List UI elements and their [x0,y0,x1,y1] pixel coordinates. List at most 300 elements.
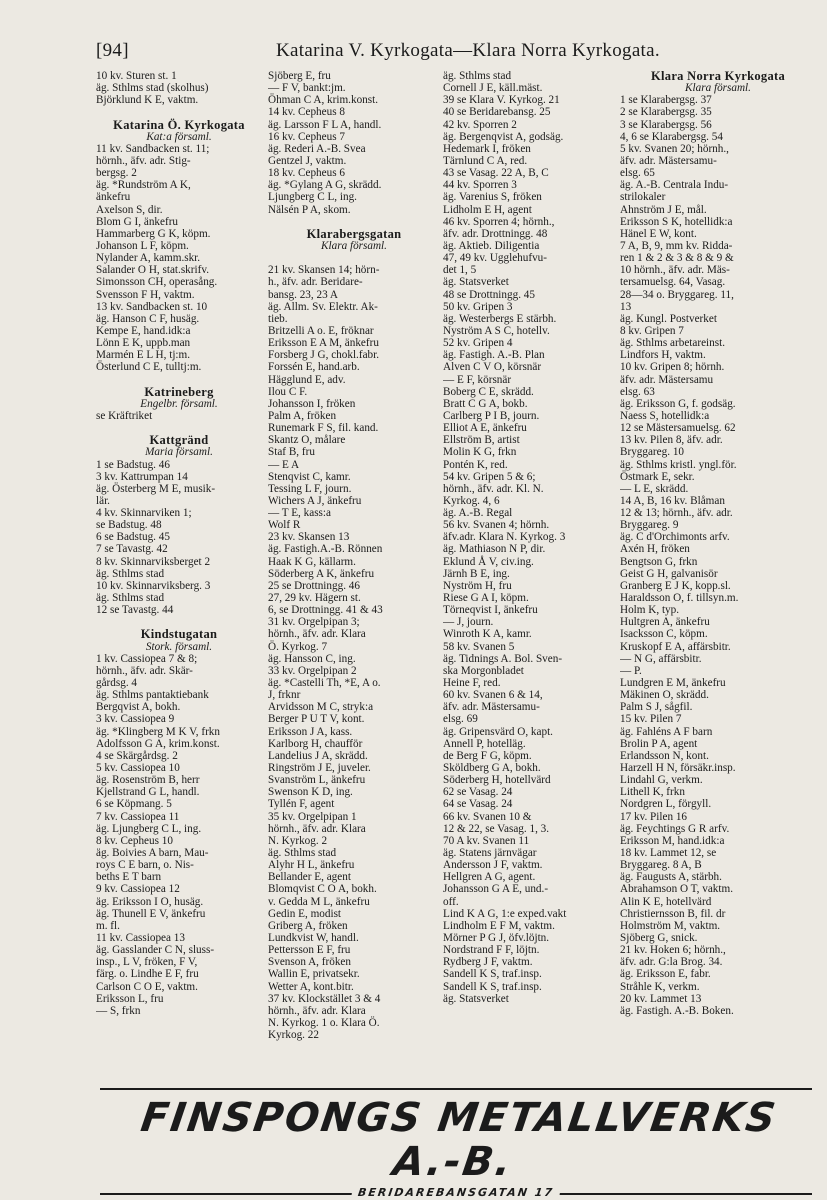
directory-entry: äg. Rosenström B, herr [96,774,200,787]
directory-entry: 6 se Köpmang. 5 [96,798,172,811]
directory-entry: Bengtson G, frkn [620,555,698,568]
advertisement [100,1088,812,1200]
directory-entry: Bratt C G A, bokb. [443,397,528,410]
directory-entry: 1 kv. Cassiopea 7 & 8; [96,652,198,665]
directory-entry: Granberg E J K, kopp.sl. [620,579,731,592]
street-heading: Klara Norra Kyrkogata [650,70,786,83]
directory-entry: Tessing L F, journ. [268,482,352,495]
directory-entry: Sandell K S, traf.insp. [443,980,542,993]
directory-entry: hörnh., äfv. adr. Stig- [96,154,191,167]
directory-entry: Staf B, fru [268,446,315,459]
column-2 [268,70,440,1041]
directory-entry: ska Morgonbladet [443,664,524,677]
directory-entry: Geist G H, galvanisör [620,567,718,580]
directory-entry: 11 kv. Cassiopea 13 [96,931,185,944]
blank-line [96,106,262,118]
directory-entry: 40 se Beridarebansg. 25 [443,106,551,119]
directory-entry: 66 kv. Svanen 10 & [443,810,532,823]
directory-entry: Bryggareg. 9 [620,519,679,532]
directory-entry: Ö. Kyrkog. 7 [268,640,328,653]
directory-entry: äfv. adr. G:la Brog. 34. [620,956,723,969]
directory-entry: Pontén K, red. [443,458,508,471]
directory-entry: 6, se Drottningg. 41 & 43 [268,604,383,617]
directory-entry: äg. Gripensvärd O, kapt. [443,725,553,738]
directory-entry: Simonsson CH, operasång. [96,276,218,289]
directory-entry: Bryggareg. 8 A, B [620,859,702,872]
directory-entry: 23 kv. Skansen 13 [268,531,350,544]
directory-entry: Karlborg H, chaufför [268,737,363,750]
directory-entry: 14 kv. Cepheus 8 [268,106,345,119]
directory-entry: Eklund Å V, civ.ing. [443,555,534,568]
directory-entry: Tyllén F, agent [268,798,335,811]
street-heading: Klarabergsgatan [306,226,402,241]
directory-entry: Harzell H N, försäkr.insp. [620,762,736,775]
street-heading: Katarina Ö. Kyrkogata [113,117,245,132]
directory-entry: 1 se Badstug. 46 [96,458,170,471]
directory-entry: äg. Aktieb. Diligentia [443,239,540,252]
directory-entry: se Badstug. 48 [96,519,162,532]
directory-entry: 56 kv. Svanen 4; hörnh. [443,519,550,532]
directory-entry: Carlson C O E, vaktm. [96,980,198,993]
directory-entry: 6 se Badstug. 45 [96,531,170,544]
street-heading: Kattgränd [149,433,209,448]
directory-entry: Wolf R [268,519,301,532]
directory-entry: äg. Fastigh.A.-B. Rönnen [268,543,383,556]
directory-entry: äg. Larsson F L A, handl. [268,118,382,131]
directory-entry: Johanson L F, köpm. [96,239,189,252]
directory-entry: Alin K E, hotellvärd [620,895,712,908]
directory-entry: 18 kv. Cepheus 6 [268,167,345,180]
directory-entry: 14 A, B, 16 kv. Blåman [620,494,725,507]
directory-entry: äg. Eriksson E, fabr. [620,968,711,981]
directory-entry: Blomqvist C O A, bokh. [268,883,377,896]
street-heading: Kindstugatan [140,627,218,642]
directory-entry: äg. Thunell E V, änkefru [96,907,206,920]
directory-entry: 1 se Klarabergsg. 37 [620,94,712,107]
directory-entry: Forssén E, hand.arb. [268,361,360,374]
street-heading: Katrineberg [144,384,214,399]
directory-entry: 27, 29 kv. Hägern st. [268,592,361,605]
directory-entry: Marmén E L H, tj:m. [96,349,191,362]
directory-entry: Sjöberg E, fru [268,70,331,82]
ad-title: FINSPONGS METALLVERKS A.-B. [138,1095,781,1185]
directory-entry: Kyrkog. 4, 6 [443,494,500,507]
directory-entry: 4 kv. Skinnarviken 1; [96,507,192,520]
ad-subtitle: BERIDAREBANSGATAN 17 [351,1186,561,1199]
directory-entry: 31 kv. Orgelpipan 3; [268,616,360,629]
column-3 [443,70,618,1005]
directory-entry: Molin K G, frkn [443,446,517,459]
directory-entry: Sjöberg G, snick. [620,931,698,944]
directory-entry: äg. Eriksson I O, husäg. [96,895,204,908]
directory-entry: änkefru [96,191,131,204]
directory-entry: 10 kv. Sturen st. 1 [96,70,177,82]
directory-entry: Axén H, fröken [620,543,690,556]
ad-top-rule [100,1088,812,1090]
directory-entry: äg. Sthlms stad [443,70,512,82]
directory-entry: — L E, skrädd. [620,482,689,495]
directory-entry: Öhman C A, krim.konst. [268,94,379,107]
directory-entry: Nordstrand F F, löjtn. [443,944,540,957]
directory-entry: — J, journ. [443,616,494,629]
directory-entry: Christiernsson B, fil. dr [620,907,726,920]
directory-entry: äg. Feychtings G R arfv. [620,822,730,835]
directory-entry: 12 se Tavastg. 44 [96,604,174,617]
directory-entry: färg. o. Lindhe E F, fru [96,968,199,981]
directory-entry: Erlandsson N, kont. [620,749,709,762]
directory-entry: Ilou C F. [268,385,308,398]
directory-entry: Bergqvist A, bokh. [96,701,181,714]
directory-entry: Andersson J F, vaktm. [443,859,543,872]
directory-entry: hörnh., äfv. adr. Klara [268,822,366,835]
directory-entry: Eriksson M, hand.idk:a [620,834,725,847]
directory-entry: Björklund K E, vaktm. [96,94,199,107]
directory-entry: Söderberg A K, änkefru [268,567,375,580]
directory-entry: 46 kv. Sporren 4; hörnh., [443,215,555,228]
directory-entry: äg. Sthlms pantaktiebank [96,689,209,702]
directory-entry: äg. Sthlms stad (skolhus) [96,82,209,95]
directory-entry: 7 A, B, 9, mm kv. Ridda- [620,239,733,252]
directory-entry: äg. Statsverket [443,992,509,1005]
directory-entry: Ahnström J E, mål. [620,203,707,216]
directory-entry: 54 kv. Gripen 5 & 6; [443,470,536,483]
directory-entry: de Berg F G, köpm. [443,749,532,762]
directory-entry: Alven C V O, körsnär [443,361,542,374]
directory-entry: Mörner P G J, öfv.löjtn. [443,931,550,944]
directory-entry: äg. Kungl. Postverket [620,312,717,325]
directory-entry: 12 & 13; hörnh., äfv. adr. [620,507,733,520]
directory-entry: äg. Österberg M E, musik- [96,482,216,495]
directory-entry: äg. Eriksson G, f. godsäg. [620,397,736,410]
directory-entry: Carlberg P I B, journ. [443,409,540,422]
directory-entry: hörnh., äfv. adr. Skär- [96,664,193,677]
directory-entry: 33 kv. Orgelpipan 2 [268,664,357,677]
directory-entry: äg. A.-B. Centrala Indu- [620,179,729,192]
directory-entry: äg. Rederi A.-B. Svea [268,142,366,155]
directory-entry: Brolin P A, agent [620,737,698,750]
directory-entry: Landelius J A, skrädd. [268,749,368,762]
directory-entry: 20 kv. Lammet 13 [620,992,702,1005]
directory-entry: 12 se Mästersamuelsg. 62 [620,422,736,435]
directory-entry: Tärnlund C A, red. [443,154,528,167]
directory-entry: Arvidsson M C, stryk:a [268,701,374,714]
directory-entry: äg. Fahléns A F barn [620,725,713,738]
parish-label: Klara församl. [685,82,751,95]
directory-entry: Palm A, fröken [268,409,337,422]
directory-entry: äg. Sthlms arbetareinst. [620,337,726,350]
page-title: Katarina V. Kyrkogata—Klara Norra Kyrkogata. [276,40,660,61]
directory-entry: 58 kv. Svanen 5 [443,640,515,653]
directory-entry: äg. Boivies A barn, Mau- [96,847,209,859]
directory-entry: äg. A.-B. Regal [443,507,513,520]
directory-entry: Lindholm E F M, vaktm. [443,919,555,932]
directory-entry: — N G, affärsbitr. [620,652,702,665]
directory-entry: 13 kv. Sandbacken st. 10 [96,300,208,313]
directory-entry: Sköldberg G A, bokh. [443,762,541,775]
directory-entry: äg. Allm. Sv. Elektr. Ak- [268,300,378,313]
directory-entry: äg. *Gylang A G, skrädd. [268,179,382,192]
directory-entry: 64 se Vasag. 24 [443,798,513,811]
directory-entry: Gentzel J, vaktm. [268,154,347,167]
directory-entry: Rydberg J F, vaktm. [443,956,533,969]
directory-entry: Palm S J, sågfil. [620,701,693,714]
directory-entry: äg. Varenius S, fröken [443,191,542,204]
directory-entry: 37 kv. Klockstället 3 & 4 [268,992,381,1005]
directory-entry: Salander O H, stat.skrifv. [96,264,209,277]
directory-entry: äg. Faugusts A, stärbh. [620,871,722,884]
directory-entry: äg. Fastigh. A.-B. Plan [443,349,545,362]
directory-entry: 4, 6 se Klarabergsg. 54 [620,130,723,143]
directory-entry: Pettersson E F, fru [268,944,351,957]
directory-entry: Winroth K A, kamr. [443,628,532,641]
directory-entry: Swenson K D, ing. [268,786,353,799]
directory-entry: Sandell K S, traf.insp. [443,968,542,981]
directory-entry: 7 kv. Cassiopea 11 [96,810,180,823]
directory-entry: 21 kv. Hoken 6; hörnh., [620,944,726,957]
directory-entry: äg. *Klingberg M K V, frkn [96,725,220,738]
directory-entry: J, frknr [268,689,301,702]
directory-entry: off. [443,895,459,908]
directory-entry: Britzelli A o. E, fröknar [268,324,374,337]
directory-entry: Wichers A J, änkefru [268,494,362,507]
directory-entry: Hellgren A G, agent. [443,871,536,884]
directory-entry: se Kräftriket [96,409,153,422]
directory-entry: Riese G A I, köpm. [443,592,529,605]
directory-entry: — T E, kass:a [268,507,331,520]
directory-entry: N. Kyrkog. 2 [268,834,328,847]
directory-entry: äg. Sthlms stad [268,847,337,859]
directory-entry: Forsberg J G, chokl.fabr. [268,349,380,362]
directory-entry: äfv.adr. Klara N. Kyrkog. 3 [443,531,566,544]
column-4 [620,70,816,1017]
directory-entry: äg. Sthlms kristl. yngl.för. [620,458,737,471]
directory-entry: hörnh., äfv. adr. Klara [268,628,366,641]
directory-entry: Alyhr H L, änkefru [268,859,355,872]
directory-entry: Hammarberg G K, köpm. [96,227,211,240]
directory-entry: hörnh., äfv. adr. Kl. N. [443,482,544,495]
directory-entry: lär. [96,494,110,507]
directory-entry: — S, frkn [96,1004,141,1017]
directory-entry: Isacksson C, köpm. [620,628,708,641]
parish-label: Kat:a församl. [146,130,212,143]
directory-entry: bansg. 23, 23 A [268,288,338,301]
directory-entry: 13 [620,300,632,313]
directory-entry: 5 kv. Svanen 20; hörnh., [620,142,729,155]
directory-entry: Cornell J E, käll.mäst. [443,82,543,95]
directory-entry: insp., L V, fröken, F V, [96,956,198,969]
directory-entry: Törneqvist I, änkefru [443,604,538,617]
column-1 [96,70,262,1017]
directory-entry: elsg. 65 [620,167,655,180]
directory-entry: Annell P, hotelläg. [443,737,526,750]
directory-entry: tieb. [268,312,288,325]
directory-entry: — E F, körsnär [443,373,512,386]
directory-entry: strilokaler [620,191,666,204]
directory-entry: beths E T barn [96,871,162,884]
directory-entry: Järnh B E, ing. [443,567,510,580]
parish-label: Engelbr. församl. [140,397,218,410]
directory-entry: 2 se Klarabergsg. 35 [620,106,712,119]
directory-entry: 70 A kv. Svanen 11 [443,834,530,847]
directory-entry: 13 kv. Pilen 8, äfv. adr. [620,434,723,447]
directory-entry: 9 kv. Cassiopea 12 [96,883,180,896]
directory-entry: Heine F, red. [443,677,501,690]
directory-entry: Hedemark I, fröken [443,142,531,155]
directory-entry: Stråhle K, verkm. [620,980,700,993]
directory-entry: äg. Statsverket [443,276,509,289]
directory-entry: Hultgren A, änkefru [620,616,710,629]
directory-entry: Adolfsson G A, krim.konst. [96,737,220,750]
directory-entry: äfv. adr. Mästersamu- [620,154,717,167]
directory-entry: Kruskopf E A, affärsbitr. [620,640,731,653]
directory-entry: 21 kv. Skansen 14; hörn- [268,264,380,277]
directory-entry: äg. Statens järnvägar [443,847,537,859]
directory-entry: Gedin E, modist [268,907,342,920]
directory-entry: Kyrkog. 22 [268,1029,319,1042]
directory-entry: 47, 49 kv. Ugglehufvu- [443,252,547,265]
parish-label: Maria församl. [145,446,213,459]
directory-entry: hörnh., äfv. adr. Klara [268,1004,366,1017]
directory-entry: Nälsén P A, skom. [268,203,351,216]
directory-entry: 16 kv. Cepheus 7 [268,130,345,143]
directory-entry: 8 kv. Gripen 7 [620,324,684,337]
directory-entry: 3 kv. Cassiopea 9 [96,713,175,726]
directory-entry: Holmström M, vaktm. [620,919,721,932]
directory-entry: Abrahamson O T, vaktm. [620,883,733,896]
directory-entry: Lind K A G, 1:e exped.vakt [443,907,567,920]
directory-entry: Haak K G, källarm. [268,555,356,568]
directory-entry: äg. *Rundström A K, [96,179,191,192]
directory-entry: Österlund C E, tulltj:m. [96,361,202,374]
directory-entry: Kjellstrand G L, handl. [96,786,200,799]
directory-entry: 8 kv. Cepheus 10 [96,834,173,847]
directory-entry: h., äfv. adr. Beridare- [268,276,363,289]
directory-entry: äfv. adr. Mästersamu- [443,701,540,714]
directory-entry: äg. Hansson C, ing. [268,652,356,665]
directory-entry: 11 kv. Sandbacken st. 11; [96,142,210,155]
directory-entry: Stenqvist C, kamr. [268,470,351,483]
directory-entry: 50 kv. Gripen 3 [443,300,513,313]
directory-entry: Svenson A, fröken [268,956,351,969]
directory-entry: Östmark E, sekr. [620,470,695,483]
directory-entry: Nordgren L, förgyll. [620,798,712,811]
directory-entry: elsg. 69 [443,713,478,726]
directory-entry: Lundkvist W, handl. [268,931,359,944]
directory-entry: 10 hörnh., äfv. adr. Mäs- [620,264,730,277]
directory-entry: Lönn E K, uppb.man [96,337,191,350]
directory-entry: 10 kv. Skinnarviksberg. 3 [96,579,211,592]
directory-entry: äg. Bergenqvist A, godsäg. [443,130,564,143]
directory-entry: Eriksson L, fru [96,992,164,1005]
directory-entry: tersamuelsg. 64, Vasag. [620,276,726,289]
directory-entry: — F V, bankt:jm. [268,82,346,95]
directory-entry: Blom G I, änkefru [96,215,179,228]
directory-entry: 17 kv. Pilen 16 [620,810,688,823]
directory-entry: Eriksson S K, hotellidk:a [620,215,733,228]
directory-entry: äfv. adr. Mästersamu [620,373,714,386]
directory-entry: äg. Tidnings A. Bol. Sven- [443,652,563,665]
directory-entry: Runemark F S, fil. kand. [268,422,379,435]
directory-entry: Eriksson J A, kass. [268,725,353,738]
directory-entry: Ellström B, artist [443,434,520,447]
directory-entry: Skantz O, målare [268,434,346,447]
directory-entry: Ringström J E, juveler. [268,762,371,775]
directory-entry: Elliot A E, änkefru [443,422,527,435]
parish-label: Stork. församl. [145,640,213,653]
directory-entry: det 1, 5 [443,264,477,277]
directory-entry: äg. *Castelli Th, *E, A o. [268,677,381,690]
directory-entry: äg. Sthlms stad [96,567,165,580]
directory-entry: elsg. 63 [620,385,655,398]
directory-entry: bergsg. 2 [96,167,137,180]
directory-entry: Boberg C E, skrädd. [443,385,534,398]
directory-entry: 43 se Vasag. 22 A, B, C [443,167,549,180]
blank-line [268,252,440,264]
directory-entry: 8 kv. Skinnarviksberget 2 [96,555,211,568]
blank-line [268,216,440,228]
directory-entry: gårdsg. 4 [96,677,138,690]
directory-entry: Svensson F H, vaktm. [96,288,195,301]
directory-entry: Naess S, hotellidk:a [620,409,710,422]
directory-entry: Wetter A, kont.bitr. [268,980,354,993]
directory-entry: Ljungberg C L, ing. [268,191,357,204]
blank-line [96,374,262,386]
directory-entry: Berger P U T V, kont. [268,713,365,726]
directory-entry: Holm K, typ. [620,604,680,617]
directory-entry: 35 kv. Orgelpipan 1 [268,810,357,823]
directory-entry: m. fl. [96,919,120,932]
directory-entry: Nylander A, kamm.skr. [96,252,201,265]
directory-entry: Söderberg H, hotellvärd [443,774,551,787]
directory-entry: ren 1 & 2 & 3 & 8 & 9 & [620,252,734,265]
directory-entry: Bryggareg. 10 [620,446,685,459]
directory-entry: äg. Sthlms stad [96,592,165,605]
directory-entry: — P. [620,664,642,677]
directory-entry: Bellander E, agent [268,871,351,884]
directory-entry: äfv. adr. Drottningg. 48 [443,227,548,240]
directory-entry: 15 kv. Pilen 7 [620,713,682,726]
directory-entry: 4 se Skärgårdsg. 2 [96,749,178,762]
directory-entry: äg. Ljungberg C L, ing. [96,822,202,835]
directory-entry: 48 se Drottningg. 45 [443,288,535,301]
directory-entry: äg. C d'Orchimonts arfv. [620,531,730,544]
directory-entry: äg. Westerbergs E stärbh. [443,312,557,325]
directory-entry: 44 kv. Sporren 3 [443,179,517,192]
directory-entry: 7 se Tavastg. 42 [96,543,168,556]
directory-entry: N. Kyrkog. 1 o. Klara Ö. [268,1016,380,1029]
directory-entry: Axelson S, dir. [96,203,163,216]
directory-entry: 39 se Klara V. Kyrkog. 21 [443,94,560,107]
directory-entry: Lindfors H, vaktm. [620,349,706,362]
directory-entry: 25 se Drottningg. 46 [268,579,360,592]
directory-entry: Mäkinen O, skrädd. [620,689,709,702]
directory-entry: Lindahl G, verkm. [620,774,703,787]
directory-entry: äg. Hanson C F, husäg. [96,312,200,325]
page-header [96,40,816,64]
directory-entry: Kempe E, hand.idk:a [96,324,191,337]
directory-entry: 42 kv. Sporren 2 [443,118,517,131]
directory-entry: Svanström L, änkefru [268,774,366,787]
directory-entry: 3 se Klarabergsg. 56 [620,118,712,131]
directory-entry: 12 & 22, se Vasag. 1, 3. [443,822,550,835]
directory-entry: 60 kv. Svanen 6 & 14, [443,689,543,702]
directory-entry: Lidholm E H, agent [443,203,532,216]
parish-label: Klara församl. [321,239,387,252]
directory-entry: Wallin E, privatsekr. [268,968,360,981]
directory-entry: Lundgren E M, änkefru [620,677,726,690]
directory-entry: — E A [268,458,300,471]
directory-entry: 10 kv. Gripen 8; hörnh. [620,361,725,374]
